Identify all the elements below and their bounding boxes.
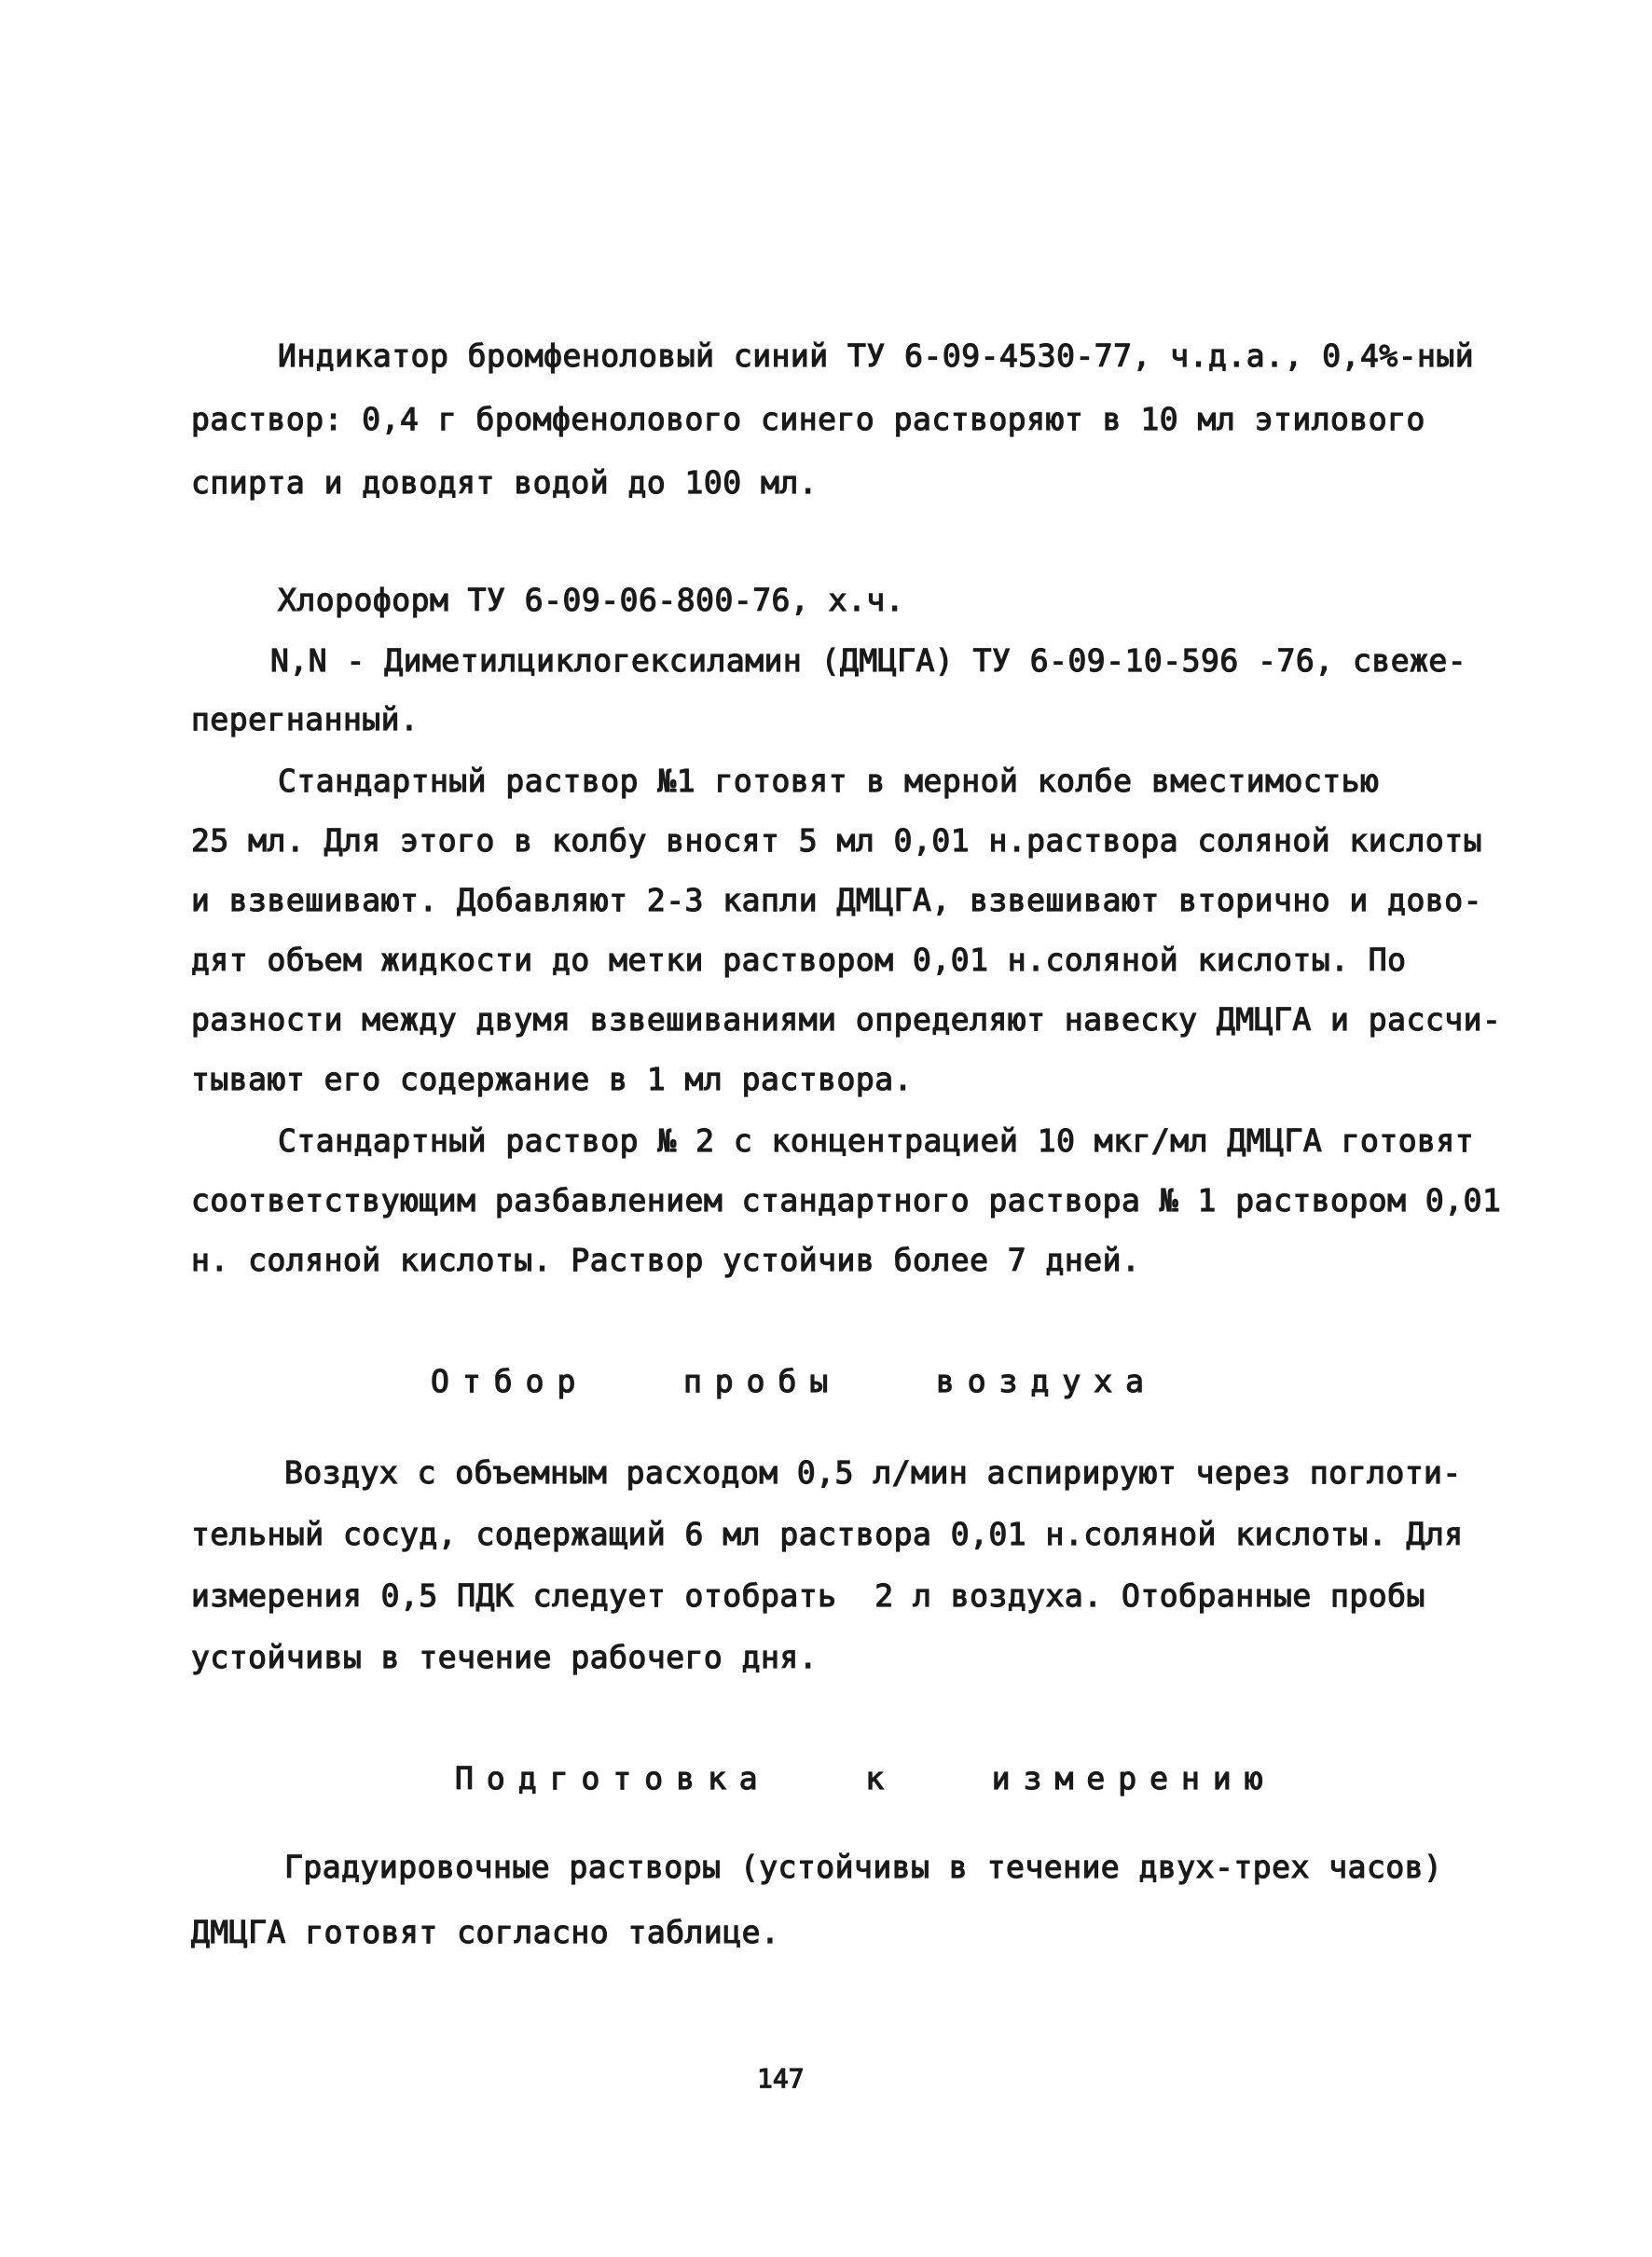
text-line: Градуировочные растворы (устойчивы в течение двух-трех часов) (284, 1849, 1443, 1885)
page-number: 147 (757, 2063, 805, 2094)
text-line: Воздух с объемным расходом 0,5 л/мин аспирируют через поглоти- (284, 1454, 1462, 1491)
text-line: тельный сосуд, содержащий 6 мл раствора 0,01 н.соляной кислоты. Для (191, 1516, 1464, 1552)
text-line: измерения 0,5 ПДК следует отобрать 2 л воздуха. Отобранные пробы (191, 1577, 1425, 1614)
text-line: устойчивы в течение рабочего дня. (191, 1639, 819, 1675)
text-line: тывают его содержание в 1 мл раствора. (191, 1061, 913, 1097)
text-line: Стандартный раствор №1 готовят в мерной колбе вместимостью (278, 763, 1380, 799)
text-line: дят объем жидкости до метки раствором 0,01 н.соляной кислоты. По (191, 942, 1407, 978)
text-line: соответствующим разбавлением стандартного раствора № 1 раствором 0,01 (191, 1182, 1502, 1218)
text-line: и взвешивают. Добавляют 2-3 капли ДМЦГА, взвешивают вторично и дово- (191, 882, 1483, 918)
section-heading: Отбор пробы воздуха (431, 1363, 1157, 1399)
section-heading: Подготовка к измерению (455, 1760, 1276, 1796)
text-line: н. соляной кислоты. Раствор устойчив более 7 дней. (191, 1242, 1141, 1278)
text-line: спирта и доводят водой до 100 мл. (191, 464, 819, 501)
text-line: раствор: 0,4 г бромфенолового синего растворяют в 10 мл этилового (191, 401, 1425, 437)
text-line: ДМЦГА готовят согласно таблице. (191, 1914, 780, 1950)
text-line: N,N - Диметилциклогексиламин (ДМЦГА) ТУ 6-09-10-596 -76, свеже- (270, 642, 1467, 679)
text-line: разности между двумя взвешиваниями определяют навеску ДМЦГА и рассчи- (191, 1001, 1502, 1038)
text-line: перегнанный. (191, 701, 420, 737)
text-line: Индикатор бромфеноловый синий ТУ 6-09-4530-77, ч.д.а., 0,4%-ный (278, 337, 1475, 374)
text-line: Стандартный раствор № 2 с концентрацией 10 мкг/мл ДМЦГА готовят (278, 1122, 1475, 1159)
text-line: Хлороформ ТУ 6-09-06-800-76, х.ч. (278, 582, 905, 618)
text-line: 25 мл. Для этого в колбу вносят 5 мл 0,01 н.раствора соляной кислоты (191, 822, 1483, 859)
